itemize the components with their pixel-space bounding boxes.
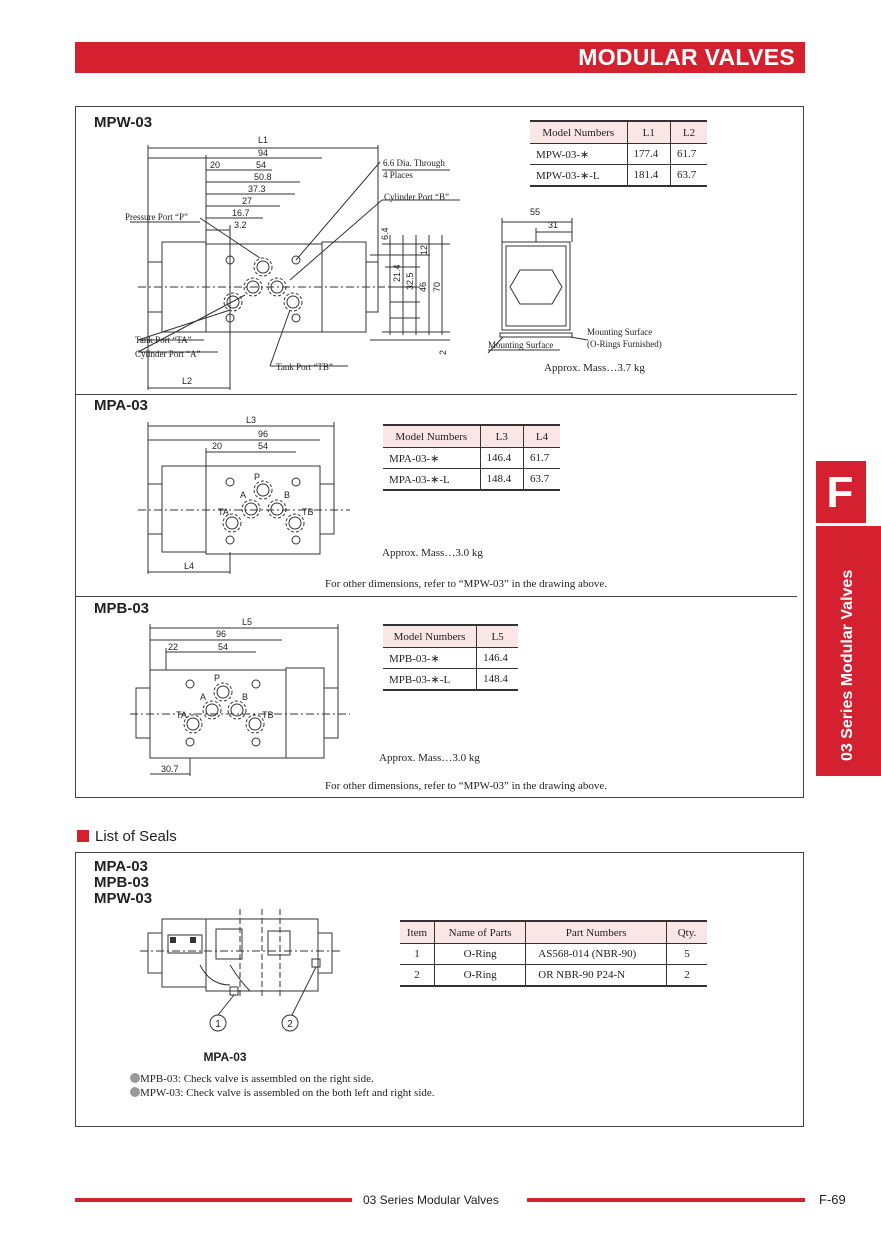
dim-54: 54 xyxy=(256,160,267,170)
dim-32-5: 32.5 xyxy=(405,272,415,290)
table-cell: 2 xyxy=(667,965,708,987)
mpb-model-table xyxy=(383,624,518,691)
table-cell: 146.4 xyxy=(477,648,518,669)
dim-l2: L2 xyxy=(182,376,193,386)
seals-th-item: Item xyxy=(400,921,435,944)
table-row xyxy=(383,648,518,669)
mpb-dim-30-7: 30.7 xyxy=(161,764,179,774)
table-cell: 5 xyxy=(667,944,708,965)
table-row xyxy=(400,965,707,987)
mpa-model-table xyxy=(383,424,560,491)
seals-note-text: MPB-03: Check valve is assembled on the right side. xyxy=(140,1073,374,1085)
label-tank-port-b: Tank Port “TB” xyxy=(276,362,333,372)
mpa-th-l4: L4 xyxy=(523,425,560,448)
table-cell: MPB-03-∗ xyxy=(383,648,477,669)
mpw-th-model: Model Numbers xyxy=(530,121,627,144)
dim-27: 27 xyxy=(242,196,253,206)
seals-th-part: Part Numbers xyxy=(526,921,667,944)
footer-line-left xyxy=(75,1198,352,1202)
table-cell: AS568-014 (NBR-90) xyxy=(526,944,667,965)
dim-2: 2 xyxy=(438,349,448,355)
table-cell: 61.7 xyxy=(523,448,560,469)
header-title: MODULAR VALVES xyxy=(578,44,795,70)
table-row xyxy=(383,469,560,491)
dim-37-3: 37.3 xyxy=(248,184,266,194)
footer-line-right xyxy=(527,1198,805,1202)
dim-46: 46 xyxy=(418,281,428,292)
seals-titles xyxy=(94,859,152,907)
dim-21-4: 21.4 xyxy=(392,264,402,282)
mpa-port-p: P xyxy=(254,472,261,482)
mpa-port-ta: TA xyxy=(218,507,229,517)
mpw-right-coil xyxy=(322,242,366,332)
mpw-th-l2: L2 xyxy=(670,121,707,144)
mpw-title: MPW-03 xyxy=(94,114,153,131)
mpa-drawing xyxy=(130,412,370,580)
table-row xyxy=(383,669,518,691)
mpb-port-tb: TB xyxy=(262,710,274,720)
label-tank-port-a: Tank Port “TA” xyxy=(135,335,192,345)
dim-16-7: 16.7 xyxy=(232,208,250,218)
seals-note-mpb xyxy=(130,1072,435,1086)
seals-title-mpa: MPA-03 xyxy=(94,858,148,875)
seals-th-qty: Qty. xyxy=(667,921,708,944)
side-tab xyxy=(816,461,881,776)
mpb-dim-l5: L5 xyxy=(242,617,253,627)
table-cell: MPA-03-∗-L xyxy=(383,469,480,491)
dim-94: 94 xyxy=(258,148,269,158)
table-cell: 63.7 xyxy=(523,469,560,491)
dim-6-4: 6.4 xyxy=(380,227,390,240)
mpb-th-model: Model Numbers xyxy=(383,625,477,648)
table-cell: OR NBR-90 P24-N xyxy=(526,965,667,987)
side-tab-notch xyxy=(866,461,881,523)
seal-callout-1: 1 xyxy=(215,1019,221,1030)
table-cell: 146.4 xyxy=(480,448,523,469)
mpa-port-a: A xyxy=(240,490,247,500)
seals-title-mpw: MPW-03 xyxy=(94,890,153,907)
mpb-note: For other dimensions, refer to “MPW-03” in the drawing above. xyxy=(325,780,607,792)
seals-heading: List of Seals xyxy=(95,828,177,845)
mpw-mass: Approx. Mass…3.7 kg xyxy=(544,362,645,374)
seals-heading-square-icon xyxy=(77,830,89,842)
seals-th-name: Name of Parts xyxy=(435,921,526,944)
mpw-body xyxy=(206,244,322,332)
label-cylinder-port-b: Cylinder Port “B” xyxy=(384,192,449,202)
label-through: 6.6 Dia. Through xyxy=(383,158,445,168)
seals-note-mpw xyxy=(130,1086,435,1100)
bullet-icon xyxy=(130,1073,140,1083)
mpb-dim-22: 22 xyxy=(168,642,179,652)
mpa-note: For other dimensions, refer to “MPW-03” in the drawing above. xyxy=(325,578,607,590)
label-places: 4 Places xyxy=(383,170,413,180)
seals-notes xyxy=(130,1072,435,1100)
mpa-port-tb: TB xyxy=(302,507,314,517)
footer-page-number: F-69 xyxy=(819,1192,846,1207)
table-cell: 181.4 xyxy=(627,165,670,187)
seals-note-text: MPW-03: Check valve is assembled on the both left and right side. xyxy=(140,1087,435,1099)
mpa-dim-l3: L3 xyxy=(246,415,257,425)
mpb-port-a: A xyxy=(200,692,207,702)
mpb-port-p: P xyxy=(214,673,221,683)
dim-l1: L1 xyxy=(258,135,269,145)
seals-drawing xyxy=(130,905,350,1065)
seal-callout-2: 2 xyxy=(287,1019,293,1030)
divider-mpa-mpb xyxy=(75,596,797,597)
label-o-rings: (O-Rings Furnished) xyxy=(587,339,662,349)
mpb-th-l5: L5 xyxy=(477,625,518,648)
mpa-dim-20: 20 xyxy=(212,441,223,451)
dim-12: 12 xyxy=(419,244,429,255)
mpa-dim-l4: L4 xyxy=(184,561,195,571)
table-cell: 177.4 xyxy=(627,144,670,165)
mpa-port-b: B xyxy=(284,490,291,500)
dim-3-2: 3.2 xyxy=(234,220,247,230)
mpa-mass: Approx. Mass…3.0 kg xyxy=(382,547,483,559)
dim-70: 70 xyxy=(432,281,442,292)
divider-mpw-mpa xyxy=(75,394,797,395)
dim-50-8: 50.8 xyxy=(254,172,272,182)
label-cylinder-port-a: Cylinder Port “A” xyxy=(135,349,201,359)
label-pressure-port: Pressure Port “P” xyxy=(125,212,188,222)
header-banner xyxy=(75,42,805,73)
table-cell: 63.7 xyxy=(670,165,707,187)
table-cell: 148.4 xyxy=(480,469,523,491)
mpw-left-coil xyxy=(162,242,206,332)
table-cell: 61.7 xyxy=(670,144,707,165)
table-row xyxy=(530,165,707,187)
table-cell: O-Ring xyxy=(435,965,526,987)
table-cell: O-Ring xyxy=(435,944,526,965)
side-tab-divider xyxy=(816,523,881,526)
mpa-dim-54: 54 xyxy=(258,441,269,451)
mpb-mass: Approx. Mass…3.0 kg xyxy=(379,752,480,764)
bullet-icon xyxy=(130,1087,140,1097)
label-mounting-surface-right: Mounting Surface xyxy=(587,327,653,337)
table-row xyxy=(400,944,707,965)
table-row xyxy=(383,448,560,469)
mpb-drawing xyxy=(130,614,370,778)
side-tab-label: 03 Series Modular Valves xyxy=(839,569,856,761)
mpw-model-table xyxy=(530,120,707,187)
table-cell: 2 xyxy=(400,965,435,987)
label-mounting-surface-left: Mounting Surface xyxy=(488,340,554,350)
dim-20: 20 xyxy=(210,160,221,170)
mpb-title: MPB-03 xyxy=(94,600,150,617)
mpb-port-b: B xyxy=(242,692,249,702)
mpb-dim-54: 54 xyxy=(218,642,229,652)
seals-title-mpb: MPB-03 xyxy=(94,874,150,891)
mpa-dim-96: 96 xyxy=(258,429,269,439)
table-cell: MPB-03-∗-L xyxy=(383,669,477,691)
dim-31: 31 xyxy=(548,220,559,230)
seals-table xyxy=(400,920,707,987)
table-cell: 148.4 xyxy=(477,669,518,691)
seals-drawing-caption: MPA-03 xyxy=(203,1050,247,1064)
table-cell: 1 xyxy=(400,944,435,965)
table-cell: MPW-03-∗ xyxy=(530,144,627,165)
table-cell: MPW-03-∗-L xyxy=(530,165,627,187)
table-row xyxy=(530,144,707,165)
mpa-th-l3: L3 xyxy=(480,425,523,448)
mpa-th-model: Model Numbers xyxy=(383,425,480,448)
dim-55: 55 xyxy=(530,207,541,217)
mpb-port-ta: TA xyxy=(176,710,187,720)
mpb-dim-96: 96 xyxy=(216,629,227,639)
table-cell: MPA-03-∗ xyxy=(383,448,480,469)
side-tab-letter: F xyxy=(826,468,854,517)
footer-text: 03 Series Modular Valves xyxy=(363,1193,499,1207)
mpw-th-l1: L1 xyxy=(627,121,670,144)
mpa-title: MPA-03 xyxy=(94,397,148,414)
